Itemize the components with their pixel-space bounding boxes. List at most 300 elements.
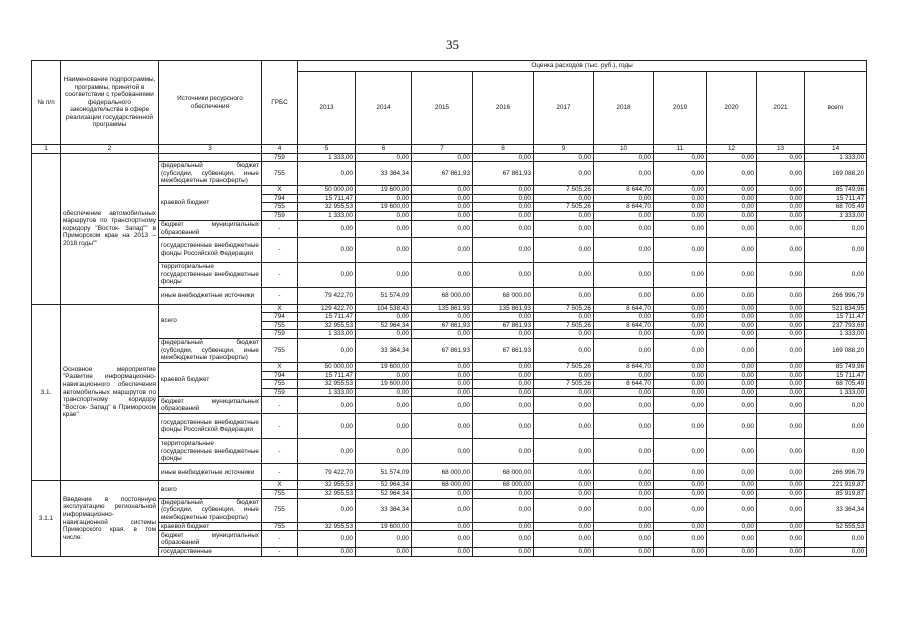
amount-cell: 0,00 <box>594 481 654 490</box>
grbs-code: - <box>262 548 298 557</box>
amount-cell: 0,00 <box>356 388 412 397</box>
amount-cell: 237 793,69 <box>805 321 867 330</box>
index-cell: 1 <box>32 145 61 154</box>
amount-cell: 0,00 <box>757 287 805 304</box>
grbs-code: - <box>262 531 298 548</box>
amount-cell: 0,00 <box>473 220 534 237</box>
amount-cell: 135 861,93 <box>412 304 473 313</box>
amount-cell: 0,00 <box>594 371 654 380</box>
amount-cell: 0,00 <box>757 220 805 237</box>
amount-cell: 0,00 <box>412 203 473 212</box>
amount-cell: 0,00 <box>412 362 473 371</box>
amount-cell: 0,00 <box>654 531 707 548</box>
amount-cell: 0,00 <box>707 186 757 195</box>
amount-cell: 0,00 <box>594 414 654 439</box>
funding-source: федеральный бюджет (субсидии, субвенции, иные межбюджетные трансферты) <box>159 498 262 522</box>
amount-cell: 0,00 <box>412 531 473 548</box>
amount-cell: 0,00 <box>412 414 473 439</box>
amount-cell: 0,00 <box>654 371 707 380</box>
table-row <box>32 153 867 162</box>
funding-source: государственные <box>159 548 262 557</box>
amount-cell: 0,00 <box>534 531 594 548</box>
amount-cell: 52 964,34 <box>356 481 412 490</box>
amount-cell: 0,00 <box>473 237 534 262</box>
measure-name: Введение в постоянную эксплуатацию региональной информационно- навигационной системы Приморского края, в том числе: <box>61 481 159 556</box>
amount-cell: 0,00 <box>707 321 757 330</box>
amount-cell: 0,00 <box>473 362 534 371</box>
amount-cell: 0,00 <box>412 397 473 414</box>
amount-cell: 0,00 <box>412 153 473 162</box>
amount-cell: 0,00 <box>473 371 534 380</box>
amount-cell: 52 555,53 <box>805 522 867 531</box>
amount-cell: 0,00 <box>757 330 805 339</box>
grbs-code: 755 <box>262 498 298 522</box>
funding-source: краевой бюджет <box>159 362 262 396</box>
amount-cell: 0,00 <box>534 220 594 237</box>
header-year: 2016 <box>473 72 534 145</box>
amount-cell: 8 644,70 <box>594 321 654 330</box>
amount-cell: 0,00 <box>654 153 707 162</box>
amount-cell: 0,00 <box>412 489 473 498</box>
amount-cell: 68 705,49 <box>805 203 867 212</box>
amount-cell: 0,00 <box>757 313 805 322</box>
header-name: Наименование подпрограммы, программы, принятой в соответствии с требованиями федерального законодательства в сфере реализации государственной программы <box>61 61 159 145</box>
amount-cell: 0,00 <box>594 548 654 557</box>
grbs-code: 755 <box>262 162 298 186</box>
amount-cell: 0,00 <box>412 388 473 397</box>
measure-name: обеспечение автомобильных маршрутов по транспортному коридору "Восток- Запад"" в Приморском крае на 2013 – 2018 годы"" <box>61 153 159 304</box>
amount-cell: 1 333,00 <box>805 388 867 397</box>
index-cell: 11 <box>654 145 707 154</box>
amount-cell: 0,00 <box>707 439 757 464</box>
amount-cell: 0,00 <box>473 211 534 220</box>
amount-cell: 0,00 <box>534 371 594 380</box>
amount-cell: 68 000,00 <box>473 481 534 490</box>
amount-cell: 0,00 <box>654 237 707 262</box>
amount-cell: 67 861,93 <box>412 162 473 186</box>
amount-cell: 0,00 <box>654 211 707 220</box>
amount-cell: 0,00 <box>356 153 412 162</box>
amount-cell: 0,00 <box>654 321 707 330</box>
funding-source: федеральный бюджет (субсидии, субвенции, иные межбюджетные трансферты) <box>159 162 262 186</box>
amount-cell: 0,00 <box>473 397 534 414</box>
index-cell: 5 <box>298 145 356 154</box>
amount-cell: 0,00 <box>356 548 412 557</box>
amount-cell: 0,00 <box>534 414 594 439</box>
funding-source: всего <box>159 304 262 338</box>
amount-cell: 0,00 <box>298 498 356 522</box>
header-year: 2021 <box>757 72 805 145</box>
funding-source <box>159 153 262 162</box>
amount-cell: 0,00 <box>757 481 805 490</box>
amount-cell: 0,00 <box>654 489 707 498</box>
amount-cell: 32 955,53 <box>298 203 356 212</box>
amount-cell: 85 919,87 <box>805 489 867 498</box>
amount-cell: 0,00 <box>534 237 594 262</box>
amount-cell: 0,00 <box>594 330 654 339</box>
amount-cell: 0,00 <box>412 548 473 557</box>
amount-cell: 0,00 <box>356 194 412 203</box>
amount-cell: 0,00 <box>757 162 805 186</box>
amount-cell: 0,00 <box>356 313 412 322</box>
amount-cell: 0,00 <box>356 414 412 439</box>
amount-cell: 0,00 <box>412 380 473 389</box>
index-cell: 6 <box>356 145 412 154</box>
amount-cell: 0,00 <box>298 262 356 287</box>
grbs-code: 755 <box>262 203 298 212</box>
amount-cell: 0,00 <box>805 262 867 287</box>
amount-cell: 0,00 <box>707 153 757 162</box>
amount-cell: 0,00 <box>707 338 757 362</box>
amount-cell: 15 711,47 <box>298 194 356 203</box>
amount-cell: 0,00 <box>594 531 654 548</box>
amount-cell: 0,00 <box>707 162 757 186</box>
amount-cell: 0,00 <box>707 330 757 339</box>
amount-cell: 0,00 <box>412 186 473 195</box>
amount-cell: 0,00 <box>757 414 805 439</box>
grbs-code: 794 <box>262 371 298 380</box>
grbs-code: - <box>262 397 298 414</box>
amount-cell: 0,00 <box>534 338 594 362</box>
page-number: 35 <box>446 37 459 52</box>
amount-cell: 0,00 <box>757 338 805 362</box>
amount-cell: 0,00 <box>805 531 867 548</box>
amount-cell: 0,00 <box>473 498 534 522</box>
amount-cell: 51 574,09 <box>356 287 412 304</box>
grbs-code: 759 <box>262 388 298 397</box>
amount-cell: 0,00 <box>298 220 356 237</box>
funding-source: иные внебюджетные источники <box>159 464 262 481</box>
amount-cell: 0,00 <box>298 439 356 464</box>
amount-cell: 169 088,20 <box>805 338 867 362</box>
amount-cell: 0,00 <box>654 397 707 414</box>
amount-cell: 0,00 <box>654 287 707 304</box>
amount-cell: 7 505,26 <box>534 380 594 389</box>
amount-cell: 0,00 <box>805 439 867 464</box>
amount-cell: 1 333,00 <box>805 211 867 220</box>
header-year: 2017 <box>534 72 594 145</box>
amount-cell: 0,00 <box>298 548 356 557</box>
amount-cell: 68 000,00 <box>473 287 534 304</box>
amount-cell: 0,00 <box>473 548 534 557</box>
table-row <box>32 481 867 490</box>
amount-cell: 0,00 <box>757 321 805 330</box>
amount-cell: 7 505,26 <box>534 304 594 313</box>
grbs-code: 794 <box>262 313 298 322</box>
row-number <box>32 153 61 304</box>
table-row <box>32 304 867 313</box>
amount-cell: 0,00 <box>707 522 757 531</box>
amount-cell: 15 711,47 <box>805 371 867 380</box>
grbs-code: - <box>262 237 298 262</box>
row-number: 3.1.1 <box>32 481 61 556</box>
amount-cell: 0,00 <box>654 439 707 464</box>
amount-cell: 33 364,34 <box>356 498 412 522</box>
amount-cell: 0,00 <box>757 439 805 464</box>
amount-cell: 33 364,34 <box>805 498 867 522</box>
amount-cell: 0,00 <box>534 489 594 498</box>
grbs-code: 755 <box>262 338 298 362</box>
amount-cell: 0,00 <box>757 186 805 195</box>
amount-cell: 68 000,00 <box>412 481 473 490</box>
amount-cell: 0,00 <box>412 522 473 531</box>
funding-source: бюджет муниципальных образований <box>159 220 262 237</box>
funding-source: федеральный бюджет (субсидии, субвенции, иные межбюджетные трансферты) <box>159 338 262 362</box>
amount-cell: 0,00 <box>757 362 805 371</box>
amount-cell: 0,00 <box>594 498 654 522</box>
amount-cell: 0,00 <box>412 498 473 522</box>
amount-cell: 0,00 <box>534 287 594 304</box>
amount-cell: 0,00 <box>757 498 805 522</box>
index-cell: 3 <box>159 145 262 154</box>
amount-cell: 0,00 <box>707 464 757 481</box>
grbs-code: X <box>262 362 298 371</box>
amount-cell: 0,00 <box>654 338 707 362</box>
grbs-code: - <box>262 414 298 439</box>
grbs-code: - <box>262 464 298 481</box>
budget-table <box>31 60 867 557</box>
amount-cell: 0,00 <box>356 531 412 548</box>
amount-cell: 0,00 <box>534 481 594 490</box>
amount-cell: 0,00 <box>654 464 707 481</box>
index-cell: 2 <box>61 145 159 154</box>
amount-cell: 7 505,26 <box>534 186 594 195</box>
header-estimate: Оценка расходов (тыс. руб.), годы <box>298 61 867 72</box>
grbs-code: 794 <box>262 194 298 203</box>
amount-cell: 0,00 <box>473 186 534 195</box>
amount-cell: 0,00 <box>805 414 867 439</box>
amount-cell: 0,00 <box>654 194 707 203</box>
measure-name: Основное мероприятие "Развитие информационно- навигационного обеспечения автомобильных маршрутов по транспортному коридору "Восток- Запад" в Приморском крае" <box>61 304 159 481</box>
index-cell: 14 <box>805 145 867 154</box>
amount-cell: 0,00 <box>805 548 867 557</box>
header-year: 2014 <box>356 72 412 145</box>
amount-cell: 0,00 <box>594 194 654 203</box>
amount-cell: 32 955,53 <box>298 489 356 498</box>
amount-cell: 0,00 <box>298 237 356 262</box>
amount-cell: 0,00 <box>356 371 412 380</box>
amount-cell: 0,00 <box>473 153 534 162</box>
amount-cell: 0,00 <box>298 414 356 439</box>
header-grbs: ГРБС <box>262 61 298 145</box>
amount-cell: 0,00 <box>757 237 805 262</box>
amount-cell: 52 964,34 <box>356 321 412 330</box>
amount-cell: 0,00 <box>654 481 707 490</box>
amount-cell: 1 333,00 <box>298 211 356 220</box>
amount-cell: 68 705,49 <box>805 380 867 389</box>
grbs-code: 755 <box>262 380 298 389</box>
amount-cell: 1 333,00 <box>298 388 356 397</box>
grbs-code: X <box>262 186 298 195</box>
header-year: всего <box>805 72 867 145</box>
amount-cell: 0,00 <box>594 220 654 237</box>
amount-cell: 68 000,00 <box>473 464 534 481</box>
amount-cell: 0,00 <box>594 237 654 262</box>
amount-cell: 0,00 <box>412 194 473 203</box>
amount-cell: 19 600,00 <box>356 380 412 389</box>
amount-cell: 0,00 <box>594 489 654 498</box>
amount-cell: 0,00 <box>594 388 654 397</box>
amount-cell: 0,00 <box>298 531 356 548</box>
amount-cell: 221 919,87 <box>805 481 867 490</box>
amount-cell: 0,00 <box>534 548 594 557</box>
amount-cell: 0,00 <box>707 362 757 371</box>
grbs-code: 759 <box>262 153 298 162</box>
amount-cell: 0,00 <box>757 194 805 203</box>
amount-cell: 8 644,70 <box>594 380 654 389</box>
amount-cell: 0,00 <box>534 397 594 414</box>
amount-cell: 0,00 <box>707 304 757 313</box>
amount-cell: 67 861,93 <box>473 162 534 186</box>
amount-cell: 0,00 <box>757 153 805 162</box>
amount-cell: 15 711,47 <box>298 313 356 322</box>
amount-cell: 0,00 <box>654 362 707 371</box>
amount-cell: 0,00 <box>473 531 534 548</box>
amount-cell: 0,00 <box>757 489 805 498</box>
amount-cell: 67 861,93 <box>473 338 534 362</box>
amount-cell: 0,00 <box>757 211 805 220</box>
funding-source: иные внебюджетные источники <box>159 287 262 304</box>
amount-cell: 0,00 <box>473 194 534 203</box>
funding-source: бюджет муниципальных образований <box>159 531 262 548</box>
amount-cell: 0,00 <box>654 522 707 531</box>
amount-cell: 0,00 <box>594 522 654 531</box>
amount-cell: 0,00 <box>356 330 412 339</box>
amount-cell: 0,00 <box>534 262 594 287</box>
amount-cell: 7 505,26 <box>534 321 594 330</box>
amount-cell: 0,00 <box>805 237 867 262</box>
grbs-code: - <box>262 220 298 237</box>
amount-cell: 32 955,53 <box>298 481 356 490</box>
index-row <box>32 145 867 154</box>
amount-cell: 0,00 <box>594 464 654 481</box>
funding-source: государственные внебюджетные фонды Российской Федерации <box>159 237 262 262</box>
amount-cell: 0,00 <box>757 371 805 380</box>
amount-cell: 0,00 <box>654 330 707 339</box>
amount-cell: 33 364,34 <box>356 162 412 186</box>
grbs-code: - <box>262 262 298 287</box>
amount-cell: 68 000,00 <box>412 464 473 481</box>
amount-cell: 135 861,93 <box>473 304 534 313</box>
amount-cell: 0,00 <box>757 531 805 548</box>
amount-cell: 0,00 <box>473 388 534 397</box>
grbs-code: 759 <box>262 330 298 339</box>
amount-cell: 0,00 <box>534 313 594 322</box>
amount-cell: 169 088,20 <box>805 162 867 186</box>
amount-cell: 67 861,93 <box>412 321 473 330</box>
amount-cell: 51 574,09 <box>356 464 412 481</box>
amount-cell: 0,00 <box>473 203 534 212</box>
amount-cell: 0,00 <box>356 262 412 287</box>
amount-cell: 0,00 <box>707 414 757 439</box>
header-year: 2018 <box>594 72 654 145</box>
amount-cell: 7 505,26 <box>534 362 594 371</box>
header-source: Источники ресурсного обеспечения <box>159 61 262 145</box>
amount-cell: 0,00 <box>757 304 805 313</box>
amount-cell: 0,00 <box>757 380 805 389</box>
amount-cell: 0,00 <box>473 262 534 287</box>
amount-cell: 8 644,70 <box>594 203 654 212</box>
amount-cell: 0,00 <box>654 262 707 287</box>
amount-cell: 0,00 <box>654 498 707 522</box>
grbs-code: 755 <box>262 522 298 531</box>
amount-cell: 129 422,70 <box>298 304 356 313</box>
amount-cell: 0,00 <box>412 262 473 287</box>
header-num: № п/п <box>32 61 61 145</box>
amount-cell: 19 600,00 <box>356 203 412 212</box>
amount-cell: 0,00 <box>594 397 654 414</box>
amount-cell: 266 996,79 <box>805 464 867 481</box>
amount-cell: 0,00 <box>473 414 534 439</box>
amount-cell: 0,00 <box>654 380 707 389</box>
amount-cell: 521 834,95 <box>805 304 867 313</box>
funding-source: краевой бюджет <box>159 186 262 220</box>
amount-cell: 0,00 <box>707 237 757 262</box>
amount-cell: 0,00 <box>534 388 594 397</box>
amount-cell: 0,00 <box>412 211 473 220</box>
amount-cell: 0,00 <box>707 203 757 212</box>
header-row <box>32 61 867 72</box>
amount-cell: 0,00 <box>412 371 473 380</box>
grbs-code: 759 <box>262 211 298 220</box>
amount-cell: 0,00 <box>594 313 654 322</box>
amount-cell: 0,00 <box>805 397 867 414</box>
amount-cell: 0,00 <box>594 338 654 362</box>
amount-cell: 0,00 <box>757 397 805 414</box>
amount-cell: 0,00 <box>594 153 654 162</box>
amount-cell: 0,00 <box>654 313 707 322</box>
amount-cell: 0,00 <box>534 162 594 186</box>
amount-cell: 67 861,93 <box>412 338 473 362</box>
amount-cell: 0,00 <box>707 380 757 389</box>
index-cell: 12 <box>707 145 757 154</box>
funding-source: бюджет муниципальных образований <box>159 397 262 414</box>
amount-cell: 8 644,70 <box>594 186 654 195</box>
funding-source: всего <box>159 481 262 498</box>
amount-cell: 19 600,00 <box>356 522 412 531</box>
amount-cell: 0,00 <box>594 287 654 304</box>
amount-cell: 19 600,00 <box>356 362 412 371</box>
index-cell: 4 <box>262 145 298 154</box>
amount-cell: 8 644,70 <box>594 304 654 313</box>
amount-cell: 0,00 <box>473 380 534 389</box>
grbs-code: 755 <box>262 321 298 330</box>
amount-cell: 0,00 <box>707 194 757 203</box>
amount-cell: 0,00 <box>757 388 805 397</box>
amount-cell: 33 364,34 <box>356 338 412 362</box>
amount-cell: 0,00 <box>594 211 654 220</box>
amount-cell: 0,00 <box>707 211 757 220</box>
amount-cell: 0,00 <box>707 548 757 557</box>
amount-cell: 0,00 <box>534 464 594 481</box>
amount-cell: 79 422,70 <box>298 464 356 481</box>
amount-cell: 0,00 <box>412 313 473 322</box>
amount-cell: 0,00 <box>707 388 757 397</box>
funding-source: краевой бюджет <box>159 522 262 531</box>
amount-cell: 0,00 <box>757 464 805 481</box>
amount-cell: 0,00 <box>707 397 757 414</box>
amount-cell: 0,00 <box>298 338 356 362</box>
amount-cell: 15 711,47 <box>805 194 867 203</box>
amount-cell: 0,00 <box>654 220 707 237</box>
amount-cell: 0,00 <box>473 313 534 322</box>
amount-cell: 0,00 <box>707 262 757 287</box>
header-year: 2013 <box>298 72 356 145</box>
amount-cell: 50 000,00 <box>298 186 356 195</box>
amount-cell: 68 000,00 <box>412 287 473 304</box>
amount-cell: 0,00 <box>757 548 805 557</box>
header-year: 2019 <box>654 72 707 145</box>
